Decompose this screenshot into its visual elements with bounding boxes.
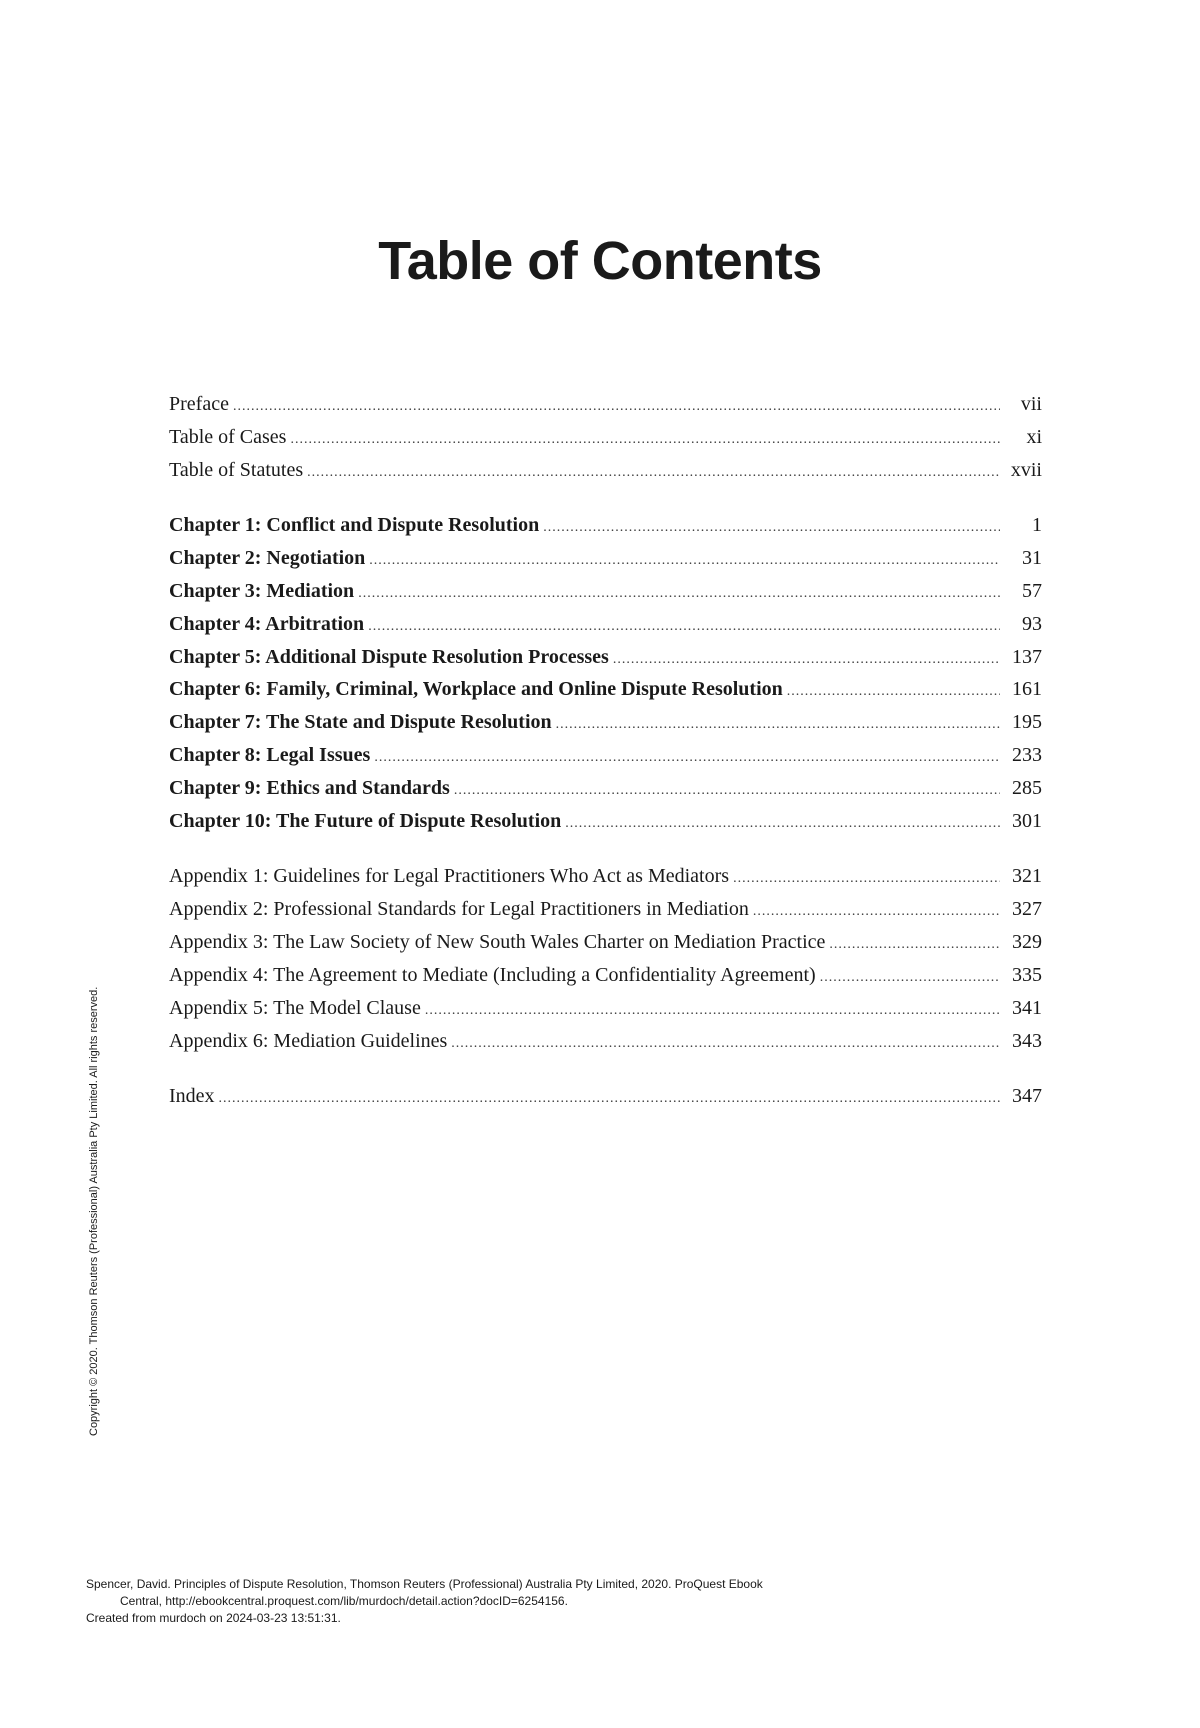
toc-entry[interactable] <box>169 454 1042 487</box>
toc-entry-page: 195 <box>1012 711 1042 734</box>
toc-dot-leader <box>733 862 1000 895</box>
toc-entry[interactable] <box>169 608 1042 641</box>
toc-entry-title: Chapter 9: Ethics and Standards <box>169 777 450 800</box>
toc-entry-title: Chapter 6: Family, Criminal, Workplace and Online Dispute Resolution <box>169 678 783 701</box>
toc-entry-title: Chapter 2: Negotiation <box>169 546 366 569</box>
toc-entry-page: 285 <box>1012 777 1042 800</box>
toc-entry-page: 329 <box>1012 930 1042 953</box>
toc-entry[interactable] <box>169 893 1042 926</box>
toc-dot-leader <box>820 961 1000 994</box>
toc-entry[interactable] <box>169 860 1042 893</box>
toc-entry-page: 233 <box>1012 744 1042 767</box>
toc-dot-leader <box>613 644 1000 677</box>
toc-entry-title: Appendix 2: Professional Standards for Legal Practitioners in Mediation <box>169 897 749 920</box>
citation-footer <box>86 1576 763 1627</box>
toc-entry-title: Chapter 7: The State and Dispute Resolution <box>169 711 552 734</box>
citation-line-3: Created from murdoch on 2024-03-23 13:51:31. <box>86 1611 341 1625</box>
toc-back-matter <box>169 1080 1042 1113</box>
toc-entry[interactable] <box>169 805 1042 838</box>
toc-entry-title: Table of Statutes <box>169 459 304 481</box>
toc-entry-title: Appendix 6: Mediation Guidelines <box>169 1029 448 1052</box>
toc-entry[interactable] <box>169 992 1042 1025</box>
toc-dot-leader <box>219 1082 1000 1115</box>
toc-entry-title: Appendix 5: The Model Clause <box>169 996 421 1019</box>
toc-entry-page: 301 <box>1012 810 1042 833</box>
toc-entry[interactable] <box>169 1080 1042 1113</box>
toc-entry-title: Index <box>169 1084 215 1107</box>
page-title: Table of Contents <box>378 231 822 291</box>
toc-entry-page: 1 <box>1032 514 1042 536</box>
toc-dot-leader <box>543 512 1000 545</box>
toc-entry[interactable] <box>169 926 1042 959</box>
toc-entry[interactable] <box>169 641 1042 674</box>
toc-entry-page: vii <box>1020 393 1042 415</box>
toc-entry[interactable] <box>169 388 1042 421</box>
toc-entry[interactable] <box>169 509 1042 542</box>
toc-entry[interactable] <box>169 1025 1042 1058</box>
toc-dot-leader <box>829 928 1000 961</box>
toc-entry-page: 321 <box>1012 864 1042 887</box>
citation-line-2: Central, http://ebookcentral.proquest.com/lib/murdoch/detail.action?docID=6254156. <box>120 1594 568 1608</box>
toc-entry-title: Chapter 5: Additional Dispute Resolution Processes <box>169 645 609 668</box>
toc-entry[interactable] <box>169 739 1042 772</box>
toc-entry[interactable] <box>169 772 1042 805</box>
toc-entry[interactable] <box>169 542 1042 575</box>
toc-entry-title: Appendix 3: The Law Society of New South Wales Charter on Mediation Practice <box>169 930 826 953</box>
toc-entry-title: Appendix 4: The Agreement to Mediate (Including a Confidentiality Agreement) <box>169 963 816 986</box>
toc-entry-page: 57 <box>1022 579 1042 602</box>
toc-dot-leader <box>565 808 1000 841</box>
toc-entry-page: 93 <box>1022 612 1042 635</box>
toc-entry-title: Appendix 1: Guidelines for Legal Practitioners Who Act as Mediators <box>169 864 730 887</box>
toc-entry-page: xi <box>1026 426 1042 448</box>
toc-chapters <box>169 509 1042 838</box>
toc-dot-leader <box>307 456 1000 489</box>
toc-entry-page: 335 <box>1012 963 1042 986</box>
toc-dot-leader <box>374 742 1000 775</box>
toc-dot-leader <box>753 895 1000 928</box>
citation-line-1: Spencer, David. Principles of Dispute Resolution, Thomson Reuters (Professional) Australia Pty Limited, 2020. ProQuest Ebook <box>86 1577 763 1591</box>
toc-entry[interactable] <box>169 673 1042 706</box>
toc-entry-page: 137 <box>1012 645 1042 668</box>
toc-entry-title: Preface <box>169 393 229 415</box>
toc-entry-page: 31 <box>1022 546 1042 569</box>
toc-entry-title: Chapter 10: The Future of Dispute Resolution <box>169 810 562 833</box>
toc-entry[interactable] <box>169 421 1042 454</box>
toc-dot-leader <box>454 775 1000 808</box>
toc-entry-page: 161 <box>1012 678 1042 701</box>
toc-entry-page: 341 <box>1012 996 1042 1019</box>
toc-entry-page: 327 <box>1012 897 1042 920</box>
toc-entry-page: 347 <box>1012 1084 1042 1107</box>
toc-dot-leader <box>425 994 1000 1027</box>
toc-entry[interactable] <box>169 575 1042 608</box>
toc-dot-leader <box>368 611 1000 644</box>
table-of-contents <box>169 388 1042 1135</box>
toc-entry[interactable] <box>169 706 1042 739</box>
toc-dot-leader <box>233 390 1000 423</box>
side-copyright-notice: Copyright © 2020. Thomson Reuters (Professional) Australia Pty Limited. All rights reserved. <box>88 986 100 1436</box>
toc-entry-title: Chapter 1: Conflict and Dispute Resolution <box>169 514 540 536</box>
toc-appendices <box>169 860 1042 1058</box>
toc-dot-leader <box>556 709 1000 742</box>
toc-entry-title: Chapter 8: Legal Issues <box>169 744 371 767</box>
toc-entry-title: Chapter 4: Arbitration <box>169 612 365 635</box>
toc-front-matter <box>169 388 1042 487</box>
toc-dot-leader <box>358 578 1000 611</box>
toc-dot-leader <box>290 423 1000 456</box>
toc-dot-leader <box>787 676 1000 709</box>
toc-entry[interactable] <box>169 959 1042 992</box>
toc-entry-title: Chapter 3: Mediation <box>169 579 355 602</box>
toc-entry-page: xvii <box>1010 459 1042 481</box>
toc-dot-leader <box>369 545 1000 578</box>
toc-entry-title: Table of Cases <box>169 426 287 448</box>
toc-entry-page: 343 <box>1012 1029 1042 1052</box>
toc-dot-leader <box>451 1027 1000 1060</box>
